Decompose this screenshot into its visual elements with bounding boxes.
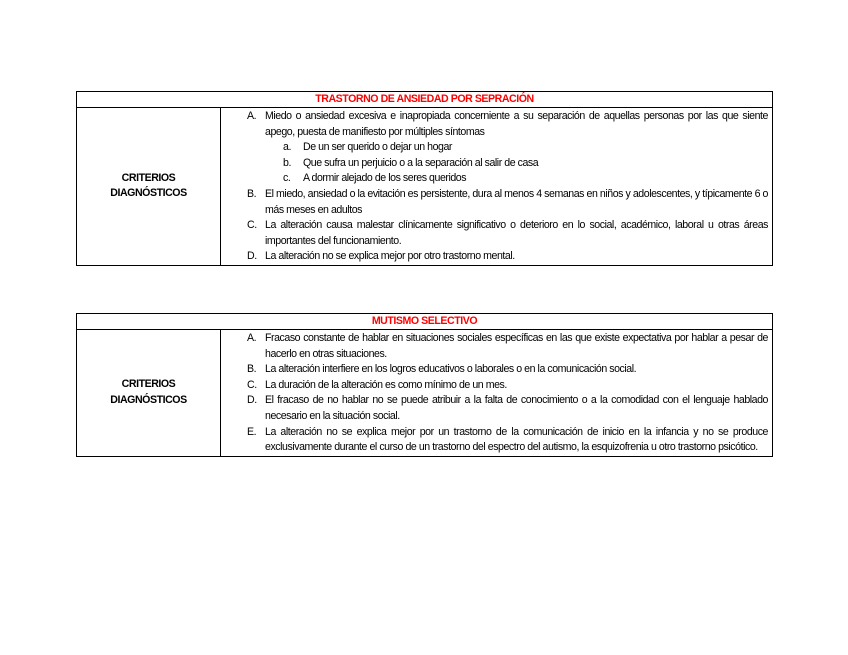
criterion-text: La alteración no se explica mejor por un trastorno de la comunicación de inicio en la infancia y no se produce exclusivamente durante el curso de un trastorno del espectro del autismo, la esquizofrenia u otro trastorno psicótico. <box>265 425 768 454</box>
criterion-item <box>221 218 768 249</box>
criteria-label-line2: DIAGNÓSTICOS <box>110 187 187 200</box>
criterion-text: La alteración causa malestar clínicamente significativo o deterioro en lo social, académico, laboral u otras áreas importantes del funcionamiento. <box>265 219 768 247</box>
criterion-text: Miedo o ansiedad excesiva e inapropiada concerniente a su separación de aquellas personas por las que siente apego, puesta de manifiesto por múltiples síntomas <box>265 110 768 138</box>
criterion-marker: E. <box>247 425 257 438</box>
sub-criterion-text: Que sufra un perjuicio o a la separación al salir de casa <box>303 156 539 169</box>
criteria-list-cell <box>221 108 773 266</box>
criteria-label <box>77 330 221 457</box>
criterion-text: El fracaso de no hablar no se puede atribuir a la falta de conocimiento o a la comodidad con el lenguaje hablado necesario en la situación social. <box>265 394 768 422</box>
criterion-marker: D. <box>247 250 257 263</box>
separation-anxiety-table <box>76 91 773 266</box>
criterion-item <box>221 187 768 218</box>
sub-criterion-item <box>265 171 768 187</box>
sub-criterion-marker: a. <box>283 141 291 154</box>
criterion-text: La alteración interfiere en los logros educativos o laborales o en la comunicación social. <box>265 363 637 376</box>
criterion-item <box>221 362 768 378</box>
criteria-list-cell <box>221 330 773 457</box>
criterion-marker: A. <box>247 110 257 122</box>
criteria-label <box>77 108 221 266</box>
criterion-item <box>221 393 768 424</box>
criterion-item <box>221 109 768 187</box>
criterion-item <box>221 378 768 394</box>
criterion-item <box>221 249 768 265</box>
criteria-label-line2: DIAGNÓSTICOS <box>110 393 187 406</box>
criterion-text: El miedo, ansiedad o la evitación es persistente, dura al menos 4 semanas en niños y adolescentes, y típicamente 6 o más meses en adultos <box>265 187 768 216</box>
criterion-marker: D. <box>247 394 257 407</box>
criteria-list <box>221 109 768 265</box>
sub-criterion-item <box>265 140 768 156</box>
criteria-label-line1: CRITERIOS <box>121 378 176 391</box>
criterion-text: La alteración no se explica mejor por otro trastorno mental. <box>265 250 515 263</box>
criterion-item <box>221 425 768 456</box>
criterion-marker: B. <box>247 363 257 376</box>
criterion-marker: C. <box>247 219 257 232</box>
table-title: TRASTORNO DE ANSIEDAD POR SEPRACIÓN <box>77 92 773 108</box>
sub-criteria-list <box>265 140 768 187</box>
sub-criterion-marker: c. <box>283 172 291 185</box>
criteria-list <box>221 331 768 456</box>
sub-criterion-text: A dormir alejado de los seres queridos <box>303 172 467 185</box>
criterion-text: La duración de la alteración es como mínimo de un mes. <box>265 378 507 391</box>
criterion-marker: C. <box>247 378 257 391</box>
criterion-marker: A. <box>247 332 257 344</box>
criterion-text: Fracaso constante de hablar en situaciones sociales específicas en las que existe expectativa por hablar a pesar de hacerlo en otras situaciones. <box>265 332 768 360</box>
sub-criterion-marker: b. <box>283 156 291 169</box>
sub-criterion-item <box>265 156 768 172</box>
selective-mutism-table <box>76 313 773 457</box>
criterion-marker: B. <box>247 187 257 200</box>
table-title: MUTISMO SELECTIVO <box>77 314 773 330</box>
criteria-label-line1: CRITERIOS <box>121 171 176 184</box>
criterion-item <box>221 331 768 362</box>
sub-criterion-text: De un ser querido o dejar un hogar <box>303 141 453 154</box>
